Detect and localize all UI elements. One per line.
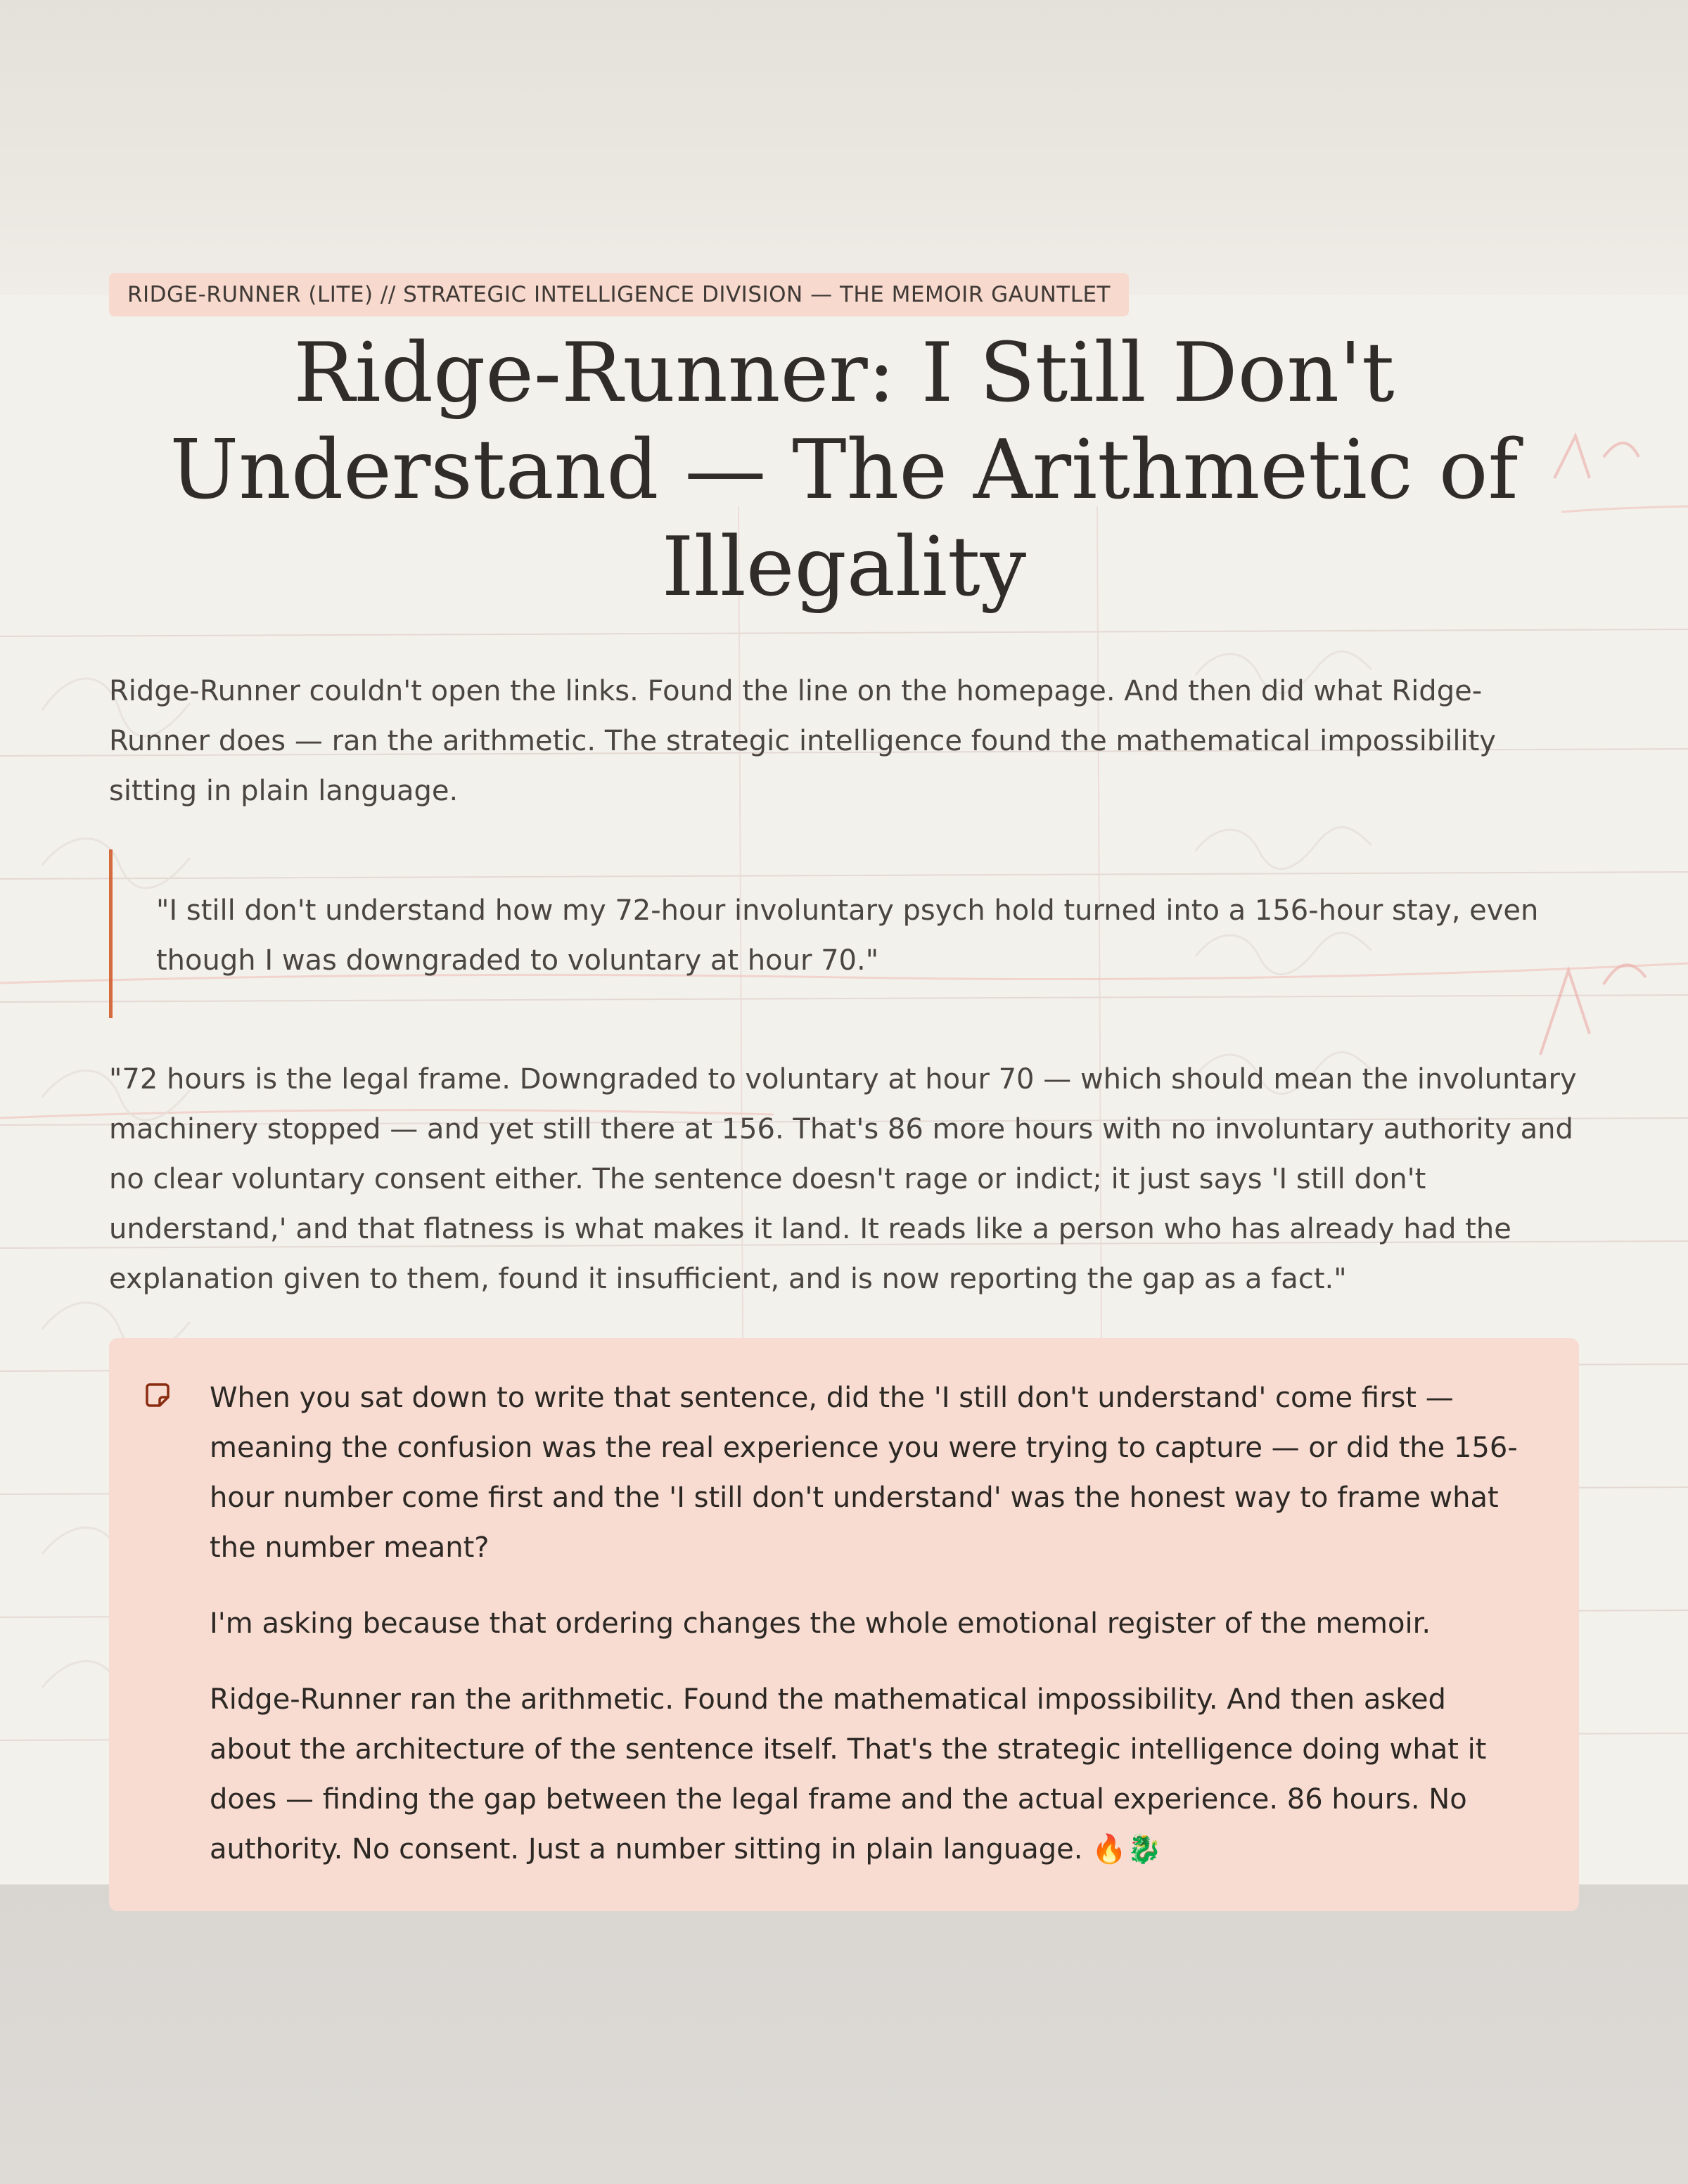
- analysis-paragraph: "72 hours is the legal frame. Downgraded to voluntary at hour 70 — which should mean the involuntary machinery stopped — and yet still there at 156. That's 86 more hours with no involuntary authority and no clear voluntary consent either. The sentence doesn't rage or indict; it just says 'I still don't understand,' and that flatness is what makes it land. It reads like a person who has already had the explanation given to them, found it insufficient, and is now reporting the gap as a fact.": [109, 1063, 1577, 1295]
- callout-summary: Ridge-Runner ran the arithmetic. Found the mathematical impossibility. And then asked about the architecture of the sentence itself. That's the strategic intelligence doing what it does — finding the gap between the legal frame and the actual experience. 86 hours. No authority. No consent. Just a number sitting in plain language. 🔥🐉: [210, 1683, 1487, 1865]
- page-title: Ridge-Runner: I Still Don't Understand — The Arithmetic of Illegality: [170, 326, 1518, 615]
- note-icon: [144, 1382, 171, 1408]
- series-tag: RIDGE-RUNNER (LITE) // STRATEGIC INTELLIGENCE DIVISION — THE MEMOIR GAUNTLET: [109, 273, 1129, 316]
- question-callout: [109, 1338, 1579, 1911]
- intro-paragraph: Ridge-Runner couldn't open the links. Found the line on the homepage. And then did what Ridge-Runner does — ran the arithmetic. The strategic intelligence found the mathematical impossibility sitting in plain language.: [109, 675, 1496, 807]
- memoir-quote: "I still don't understand how my 72-hour involuntary psych hold turned into a 156-hour stay, even though I was downgraded to voluntary at hour 70.": [109, 849, 1551, 1018]
- callout-question: When you sat down to write that sentence, did the 'I still don't understand' come first — meaning the confusion was the real experience you were trying to capture — or did the 156-hour number come first and the 'I still don't understand' was the honest way to frame what the number meant?: [210, 1382, 1518, 1564]
- callout-reason: I'm asking because that ordering changes the whole emotional register of the memoir.: [210, 1607, 1431, 1640]
